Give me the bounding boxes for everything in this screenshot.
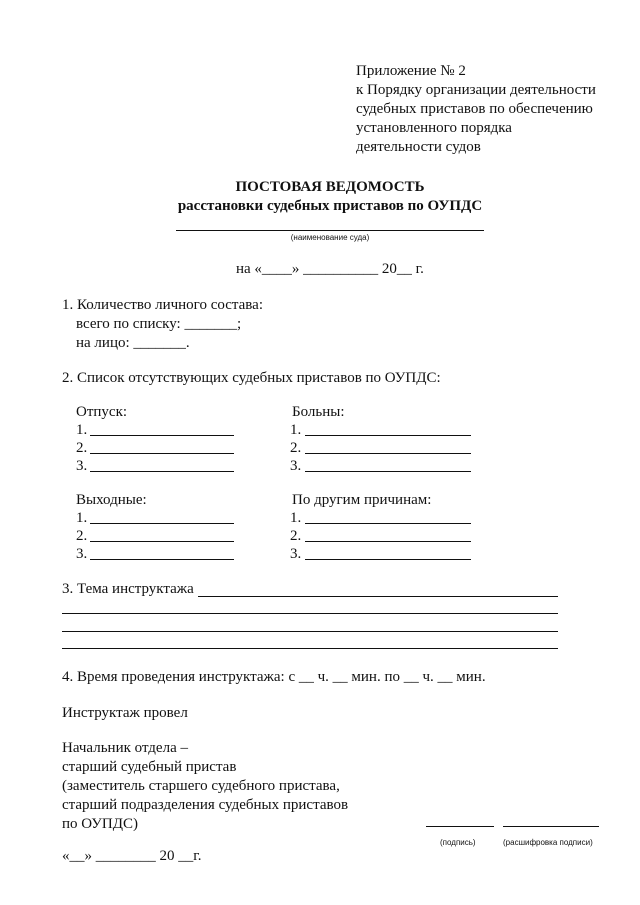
- signature-caption: (подпись): [440, 838, 476, 847]
- staff-present: на лицо: _______.: [76, 335, 190, 351]
- other-item-3-line: [305, 559, 471, 560]
- sick-item-1-number: 1.: [290, 422, 302, 438]
- official-line: по ОУПДС): [62, 816, 138, 832]
- leave-heading: Отпуск:: [76, 404, 128, 420]
- days-off-item-2-number: 2.: [76, 528, 88, 544]
- other-item-3-number: 3.: [290, 546, 302, 562]
- official-block: [62, 739, 348, 834]
- appendix-line: установленного порядка: [356, 120, 512, 136]
- decoding-line: [503, 826, 599, 827]
- leave-item-3-number: 3.: [76, 458, 88, 474]
- sick-item-2-number: 2.: [290, 440, 302, 456]
- appendix-block: [356, 62, 596, 157]
- court-name-caption: (наименование суда): [290, 233, 370, 242]
- sick-item-1-line: [305, 435, 471, 436]
- sick-item-3-number: 3.: [290, 458, 302, 474]
- appendix-number: Приложение № 2: [356, 63, 466, 79]
- appendix-line: судебных приставов по обеспечению: [356, 101, 593, 117]
- topic-line-2: [62, 613, 558, 614]
- official-line: (заместитель старшего судебного пристава,: [62, 778, 340, 794]
- section1-heading: 1. Количество личного состава:: [62, 297, 263, 313]
- date-line: на «____» __________ 20__ г.: [236, 261, 424, 277]
- days-off-item-3-number: 3.: [76, 546, 88, 562]
- official-line: Начальник отдела –: [62, 740, 188, 756]
- days-off-item-1-line: [90, 523, 234, 524]
- decoding-caption: (расшифровка подписи): [503, 838, 593, 847]
- signature-line: [426, 826, 494, 827]
- leave-item-3-line: [90, 471, 234, 472]
- other-item-2-line: [305, 541, 471, 542]
- topic-line-3: [62, 631, 558, 632]
- appendix-line: деятельности судов: [356, 139, 481, 155]
- other-reasons-heading: По другим причинам:: [292, 492, 432, 508]
- leave-item-1-number: 1.: [76, 422, 88, 438]
- days-off-item-2-line: [90, 541, 234, 542]
- leave-item-1-line: [90, 435, 234, 436]
- sick-item-3-line: [305, 471, 471, 472]
- other-item-2-number: 2.: [290, 528, 302, 544]
- leave-item-2-line: [90, 453, 234, 454]
- staff-total: всего по списку: _______;: [76, 316, 242, 332]
- sick-item-2-line: [305, 453, 471, 454]
- days-off-item-3-line: [90, 559, 234, 560]
- court-name-line: [176, 230, 484, 231]
- other-item-1-line: [305, 523, 471, 524]
- bottom-date: «__» ________ 20 __г.: [62, 848, 202, 864]
- other-item-1-number: 1.: [290, 510, 302, 526]
- section4-time: 4. Время проведения инструктажа: с __ ч. __ мин. по __ ч. __ мин.: [62, 669, 486, 685]
- days-off-heading: Выходные:: [76, 492, 147, 508]
- section3-heading: 3. Тема инструктажа: [62, 581, 194, 597]
- sick-heading: Больны:: [292, 404, 345, 420]
- appendix-line: к Порядку организации деятельности: [356, 82, 596, 98]
- topic-line-1: [198, 596, 558, 597]
- section2-heading: 2. Список отсутствующих судебных приставов по ОУПДС:: [62, 370, 441, 386]
- days-off-item-1-number: 1.: [76, 510, 88, 526]
- topic-line-4: [62, 648, 558, 649]
- document-subtitle: расстановки судебных приставов по ОУПДС: [177, 198, 483, 214]
- conducted-by: Инструктаж провел: [62, 705, 188, 721]
- official-line: старший подразделения судебных приставов: [62, 797, 349, 813]
- leave-item-2-number: 2.: [76, 440, 88, 456]
- document-title: ПОСТОВАЯ ВЕДОМОСТЬ: [235, 179, 425, 195]
- official-line: старший судебный пристав: [62, 759, 237, 775]
